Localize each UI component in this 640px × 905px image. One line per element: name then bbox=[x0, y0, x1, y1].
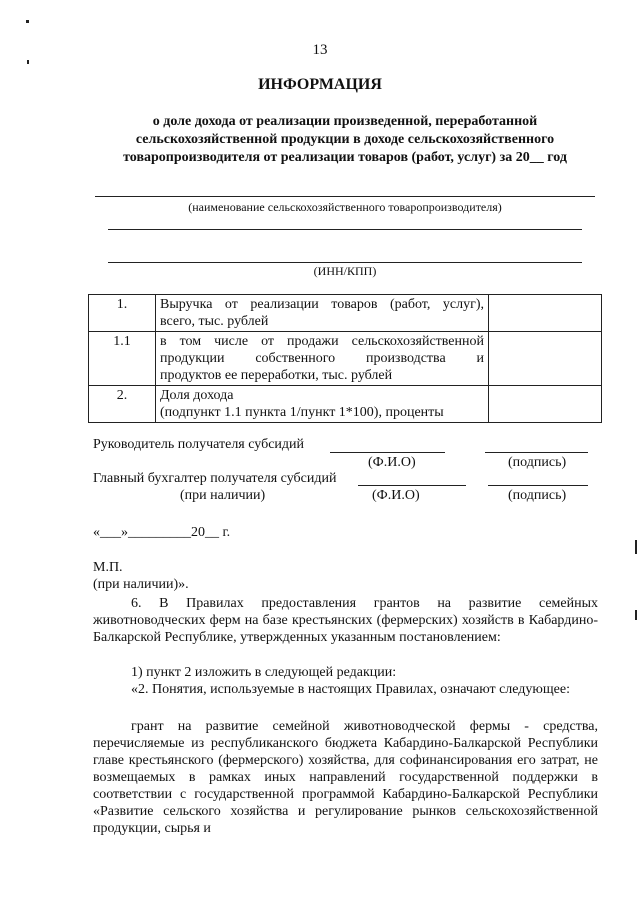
row-value bbox=[489, 386, 602, 423]
table-row bbox=[89, 332, 602, 386]
row-number: 1. bbox=[89, 295, 156, 332]
accountant-if-any: (при наличии) bbox=[180, 488, 266, 503]
scan-mark bbox=[27, 60, 29, 64]
producer-name-line bbox=[95, 196, 595, 197]
row-description: в том числе от продажи сельскохозяйственной продукции собственного производства и продуктов ее переработки, тыс. рублей bbox=[156, 332, 489, 386]
scan-mark bbox=[635, 610, 637, 620]
stamp-note: (при наличии)». bbox=[93, 577, 189, 592]
stamp-label: М.П. bbox=[93, 560, 123, 575]
document-title: ИНФОРМАЦИЯ bbox=[258, 76, 382, 93]
scan-mark bbox=[635, 540, 637, 554]
accountant-signature-caption: (подпись) bbox=[508, 488, 567, 503]
paragraph-definitions-intro: «2. Понятия, используемые в настоящих Правилах, означают следующее: bbox=[131, 682, 570, 697]
paragraph-6: 6. В Правилах предоставления грантов на развитие семейных животноводческих ферм на базе крестьянских (фермерских) хозяйств в Кабардино-Балкарской Республике, утвержденных указанным постановлением: bbox=[93, 596, 598, 645]
row-number: 2. bbox=[89, 386, 156, 423]
producer-name-line-2 bbox=[108, 229, 582, 230]
head-signature-line bbox=[485, 452, 588, 453]
row-number: 1.1 bbox=[89, 332, 156, 386]
subtitle-line: товаропроизводителя от реализации товаров (работ, услуг) за 20__ год bbox=[123, 150, 567, 165]
inn-caption: (ИНН/КПП) bbox=[313, 264, 377, 278]
accountant-fio-caption: (Ф.И.О) bbox=[372, 488, 420, 503]
accountant-signature-label: Главный бухгалтер получателя субсидий bbox=[93, 471, 337, 486]
head-fio-caption: (Ф.И.О) bbox=[368, 455, 416, 470]
paragraph-item-1: 1) пункт 2 изложить в следующей редакции: bbox=[131, 665, 397, 680]
accountant-signature-line bbox=[488, 485, 588, 486]
inn-line bbox=[108, 262, 582, 263]
page-number: 13 bbox=[312, 42, 328, 58]
producer-caption: (наименование сельскохозяйственного товаропроизводителя) bbox=[188, 200, 502, 214]
row-value bbox=[489, 295, 602, 332]
accountant-fio-line bbox=[358, 485, 466, 486]
head-signature-caption: (подпись) bbox=[508, 455, 567, 470]
row-description: Выручка от реализации товаров (работ, услуг), всего, тыс. рублей bbox=[156, 295, 489, 332]
date-line: «___»_________20__ г. bbox=[93, 525, 231, 540]
head-signature-label: Руководитель получателя субсидий bbox=[93, 437, 305, 452]
document-subtitle bbox=[80, 113, 610, 167]
subtitle-line: сельскохозяйственной продукции в доходе сельскохозяйственного bbox=[135, 132, 555, 147]
table-row bbox=[89, 386, 602, 423]
row-value bbox=[489, 332, 602, 386]
income-table bbox=[88, 294, 602, 423]
subtitle-line: о доле дохода от реализации произведенной, переработанной bbox=[152, 114, 538, 129]
row-description: Доля дохода (подпункт 1.1 пункта 1/пункт 1*100), проценты bbox=[156, 386, 489, 423]
paragraph-grant-definition: грант на развитие семейной животноводческой фермы - средства, перечисляемые из республиканского бюджета Кабардино-Балкарской Республики главе крестьянского (фермерского) хозяйства, для софинансирования его затрат, не возмещаемых в рамках иных направлений государственной поддержки в соответствии с государственной программой Кабардино-Балкарской Республики «Развитие сельского хозяйства и регулирование рынков сельскохозяйственной продукции, сырья и bbox=[93, 719, 598, 836]
scan-mark bbox=[26, 20, 29, 23]
head-fio-line bbox=[330, 452, 445, 453]
table-row bbox=[89, 295, 602, 332]
